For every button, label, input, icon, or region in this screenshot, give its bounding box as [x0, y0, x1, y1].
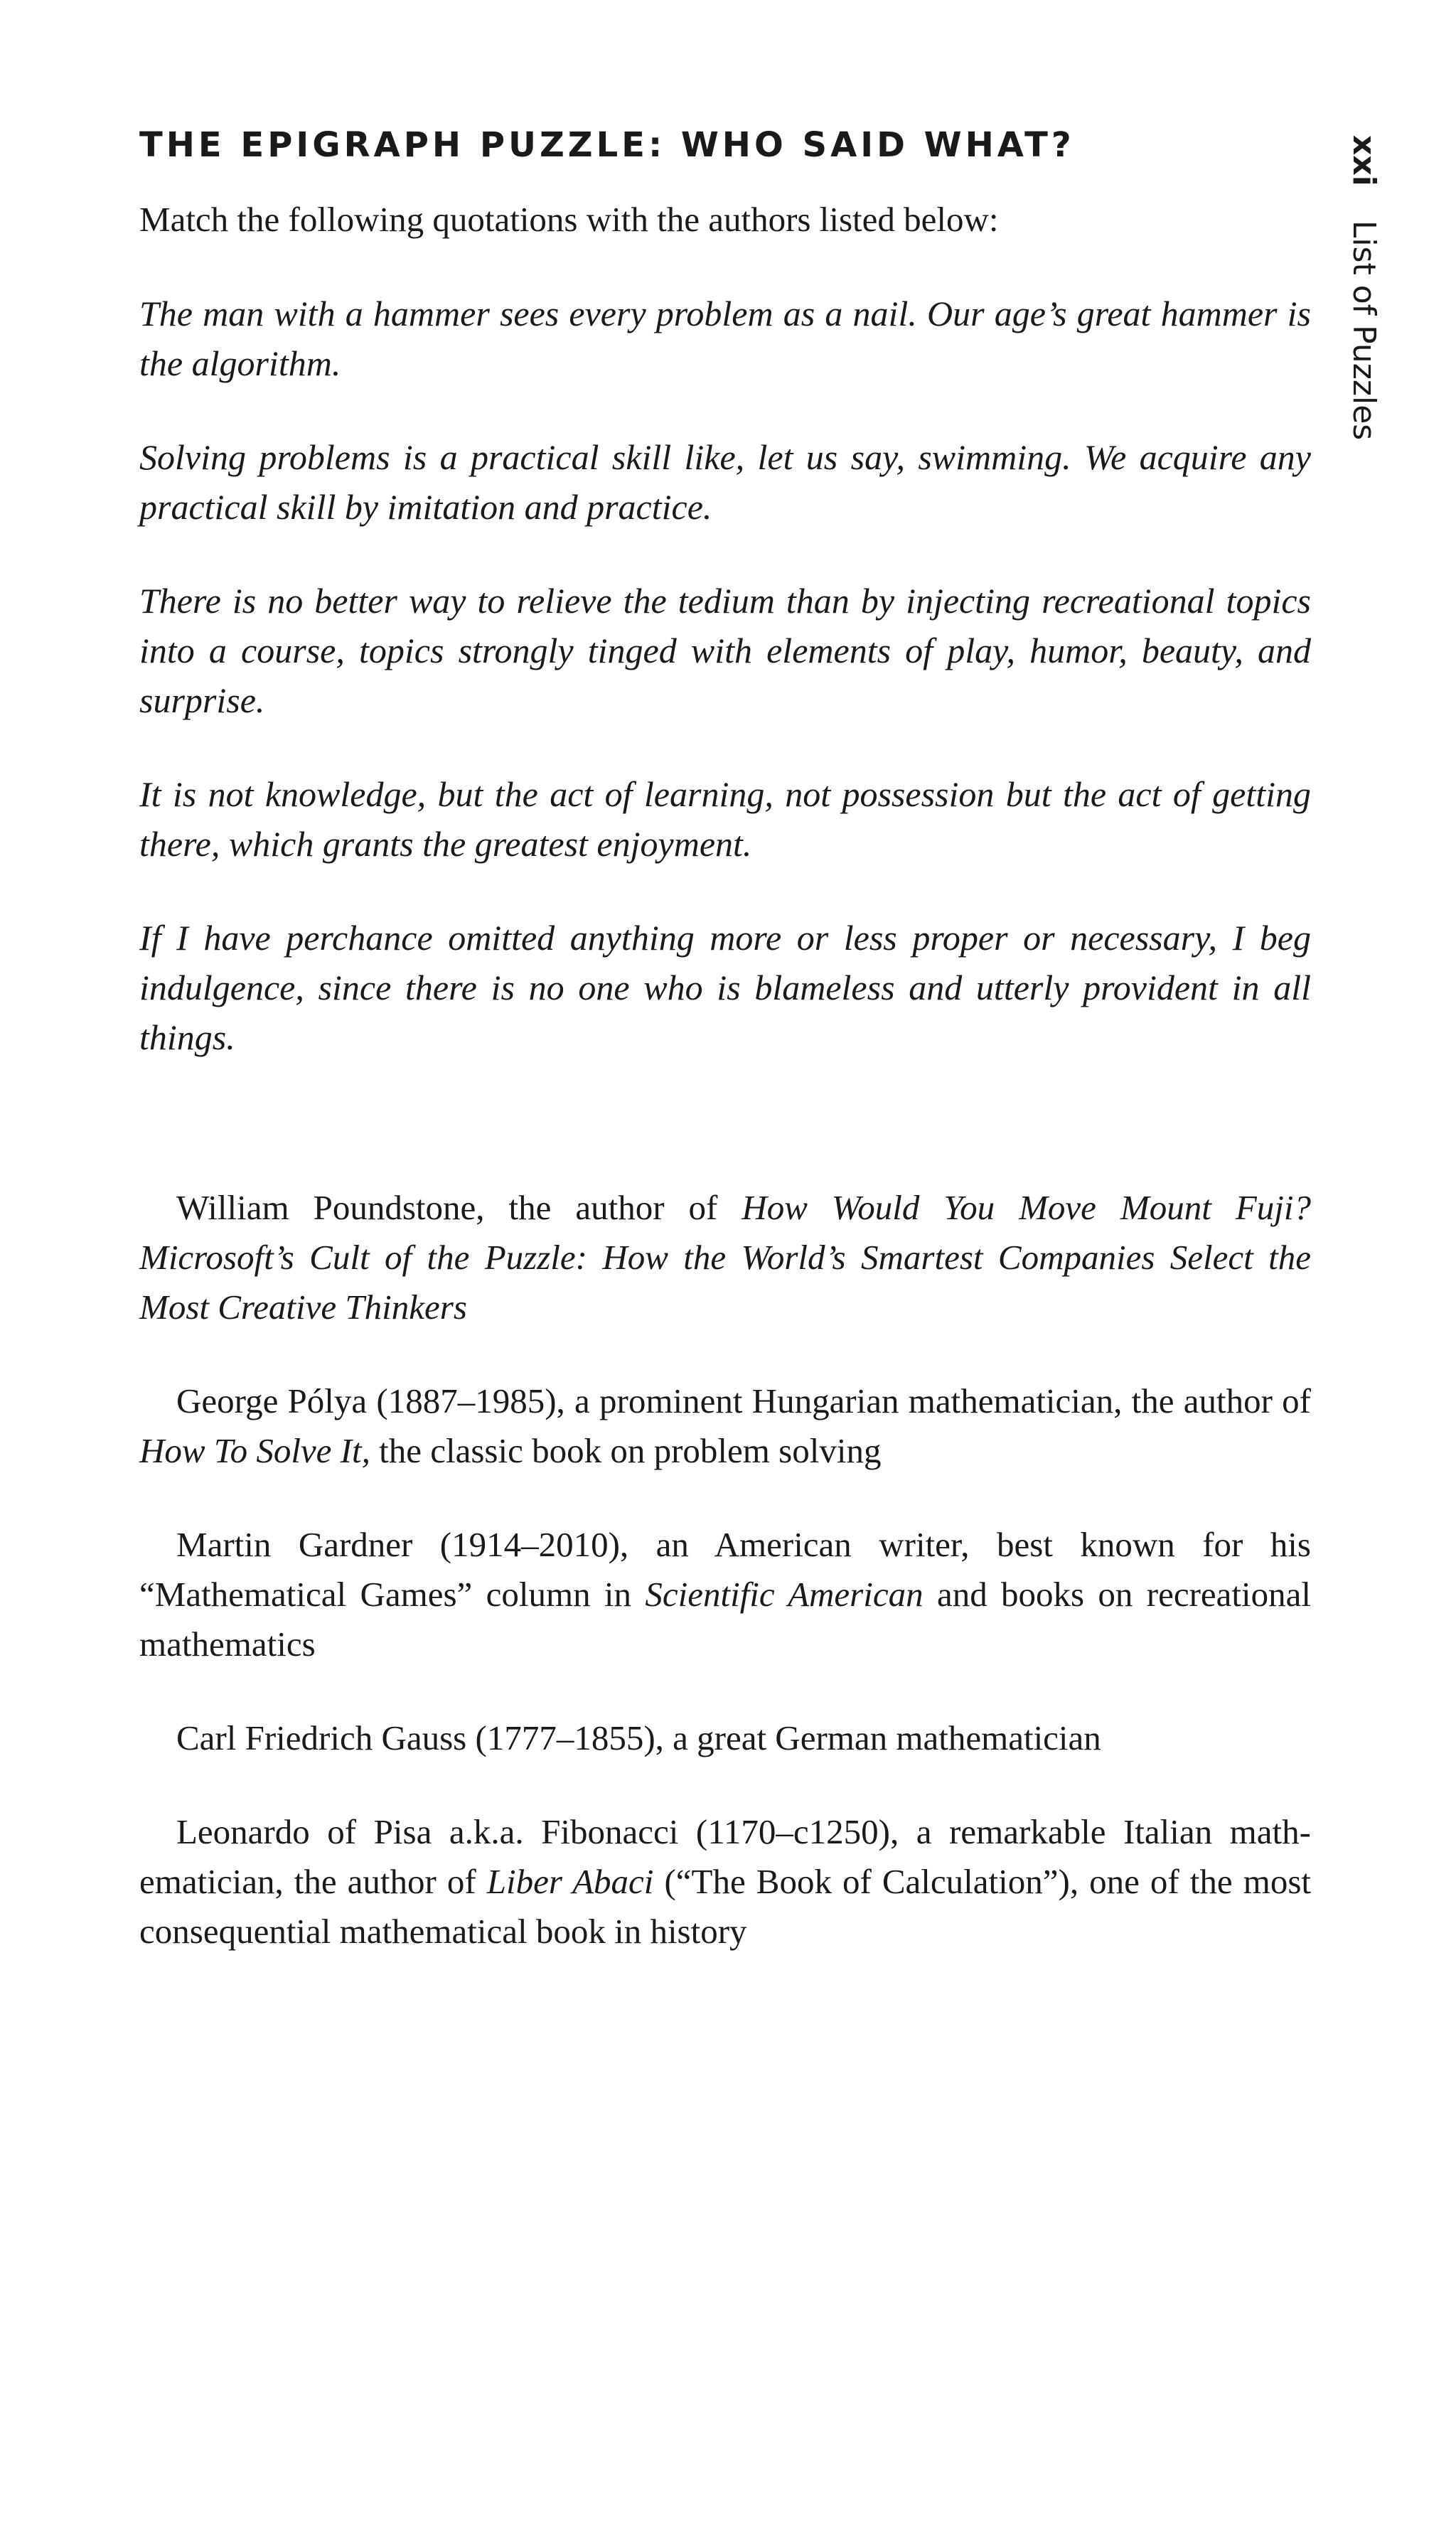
page-content [139, 125, 1311, 2001]
quotation-1: The man with a hammer sees every problem as a nail. Our age’s great hammer is the algorithm. [139, 293, 1311, 383]
author-description: Martin Gardner (1914–2010), an American writer, best known for his “Mathematical Games” column in [139, 1524, 1311, 1614]
author-gauss [139, 1713, 1311, 1763]
author-fibonacci [139, 1807, 1311, 1956]
intro-text: Match the following quotations with the authors listed below: [139, 199, 999, 239]
author-description: William Poundstone, the author of [176, 1187, 742, 1227]
author-description-tail: the classic book on problem solving [370, 1430, 882, 1470]
running-header [1346, 135, 1382, 441]
author-poundstone [139, 1183, 1311, 1332]
section-heading: THE EPIGRAPH PUZZLE: WHO SAID WHAT? [139, 125, 1075, 165]
quotation-3: There is no better way to relieve the tedium than by injecting recreational topics into a course, topics strongly tinged with elements of play, humor, beauty, and surprise. [139, 580, 1311, 720]
author-polya [139, 1376, 1311, 1476]
quotation-2: Solving problems is a practical skill like, let us say, swimming. We acquire any practical skill by imitation and practice. [139, 437, 1311, 527]
quotation-5: If I have perchance omitted anything more or less proper or necessary, I beg indulgence, since there is no one who is blameless and utterly provident in all things. [139, 917, 1311, 1057]
author-description: Carl Friedrich Gauss (1777–1855), a great German mathematician [176, 1718, 1101, 1757]
book-title: How To Solve It, [139, 1430, 370, 1470]
quotation-4: It is not knowledge, but the act of learning, not possession but the act of getting there, which grants the greatest enjoyment. [139, 773, 1311, 864]
book-title: Liber Abaci [486, 1861, 654, 1901]
author-description-tail: and books on recreational mathematics [139, 1574, 1311, 1664]
page-number: xxi [1346, 135, 1382, 186]
publication-title: Scientific American [645, 1574, 924, 1614]
author-gardner [139, 1520, 1311, 1669]
author-description: Leonardo of Pisa a.k.a. Fibonacci (1170–c1250), a remarkable Italian mathematician, the author of [139, 1811, 1311, 1901]
quotation-list [139, 289, 1311, 1062]
author-description-tail: (“The Book of Calculation”), one of the most consequential mathematical book in history [139, 1861, 1312, 1951]
author-list [139, 1183, 1311, 1956]
running-title: List of Puzzles [1346, 220, 1382, 441]
author-description: George Pólya (1887–1985), a prominent Hungarian mathematician, the author of [176, 1381, 1311, 1420]
book-title: How Would You Move Mount Fuji? Microsoft’s Cult of the Puzzle: How the World’s Smartest Companies Select the Most Creative Thinkers [139, 1187, 1311, 1327]
